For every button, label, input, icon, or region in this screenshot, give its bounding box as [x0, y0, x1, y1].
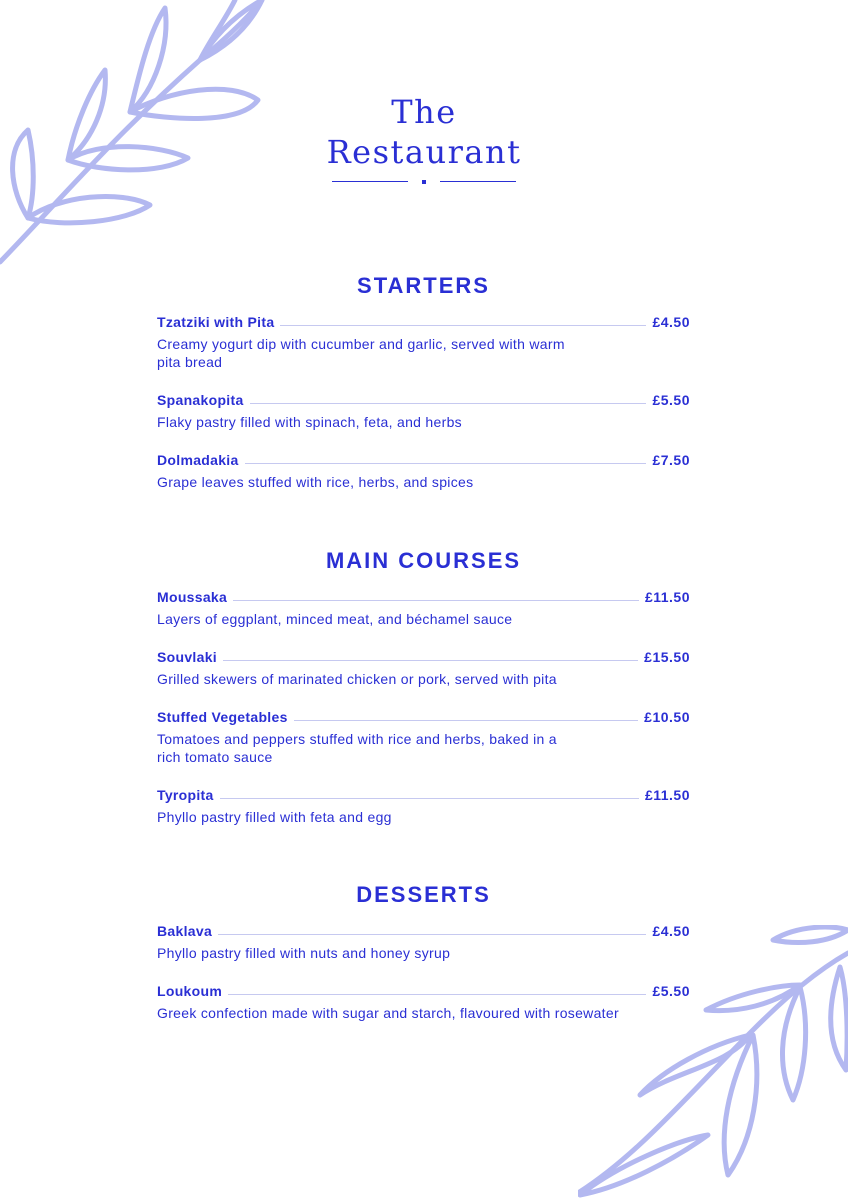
item-price: £4.50 [652, 314, 690, 330]
menu-item [157, 313, 690, 371]
item-name: Dolmadakia [157, 452, 239, 468]
divider-left [332, 181, 408, 182]
menu-item [157, 648, 690, 688]
item-price: £11.50 [644, 589, 690, 605]
item-description: Phyllo pastry filled with nuts and honey syrup [157, 945, 451, 961]
restaurant-title [0, 92, 848, 172]
item-name: Moussaka [157, 589, 228, 605]
title-divider [332, 181, 516, 187]
dotted-leader [250, 403, 647, 404]
item-price: £7.50 [652, 452, 690, 468]
divider-right [440, 181, 516, 182]
item-name: Stuffed Vegetables [157, 709, 288, 725]
title-line-1: The [391, 93, 457, 131]
section-desserts [157, 880, 690, 1042]
item-description: Greek confection made with sugar and starch, flavoured with rosewater [157, 1005, 619, 1021]
item-description: Layers of eggplant, minced meat, and béchamel sauce [157, 611, 513, 627]
menu-item [157, 391, 690, 431]
item-name: Tyropita [157, 787, 214, 803]
item-price: £11.50 [644, 787, 690, 803]
dotted-leader [218, 934, 646, 935]
item-description: Flaky pastry filled with spinach, feta, and herbs [157, 414, 462, 430]
item-description: Tomatoes and peppers stuffed with rice and herbs, baked in a rich tomato sauce [157, 731, 557, 765]
dotted-leader [223, 660, 638, 661]
item-price: £5.50 [652, 392, 690, 408]
menu-item [157, 982, 690, 1022]
divider-dot [422, 180, 426, 184]
title-line-2: Restaurant [326, 133, 522, 171]
item-price: £4.50 [652, 923, 690, 939]
item-name: Souvlaki [157, 649, 217, 665]
item-price: £10.50 [644, 709, 690, 725]
item-description: Grape leaves stuffed with rice, herbs, and spices [157, 474, 474, 490]
item-description: Phyllo pastry filled with feta and egg [157, 809, 392, 825]
dotted-leader [228, 994, 646, 995]
item-name: Loukoum [157, 983, 223, 999]
section-title: MAIN COURSES [325, 548, 522, 573]
menu-item [157, 451, 690, 491]
menu-item [157, 588, 690, 628]
item-name: Spanakopita [157, 392, 244, 408]
dotted-leader [245, 463, 647, 464]
section-main-courses [157, 546, 690, 846]
dotted-leader [280, 325, 646, 326]
section-title: DESSERTS [356, 882, 491, 907]
dotted-leader [294, 720, 639, 721]
item-price: £5.50 [652, 983, 690, 999]
section-starters [157, 271, 690, 511]
item-description: Creamy yogurt dip with cucumber and garlic, served with warm pita bread [157, 336, 565, 370]
item-name: Tzatziki with Pita [157, 314, 275, 330]
item-description: Grilled skewers of marinated chicken or pork, served with pita [157, 671, 557, 687]
menu-item [157, 708, 690, 766]
dotted-leader [220, 798, 639, 799]
menu-item [157, 786, 690, 826]
item-name: Baklava [157, 923, 213, 939]
dotted-leader [233, 600, 639, 601]
menu-item [157, 922, 690, 962]
item-price: £15.50 [644, 649, 690, 665]
section-title: STARTERS [357, 273, 490, 298]
